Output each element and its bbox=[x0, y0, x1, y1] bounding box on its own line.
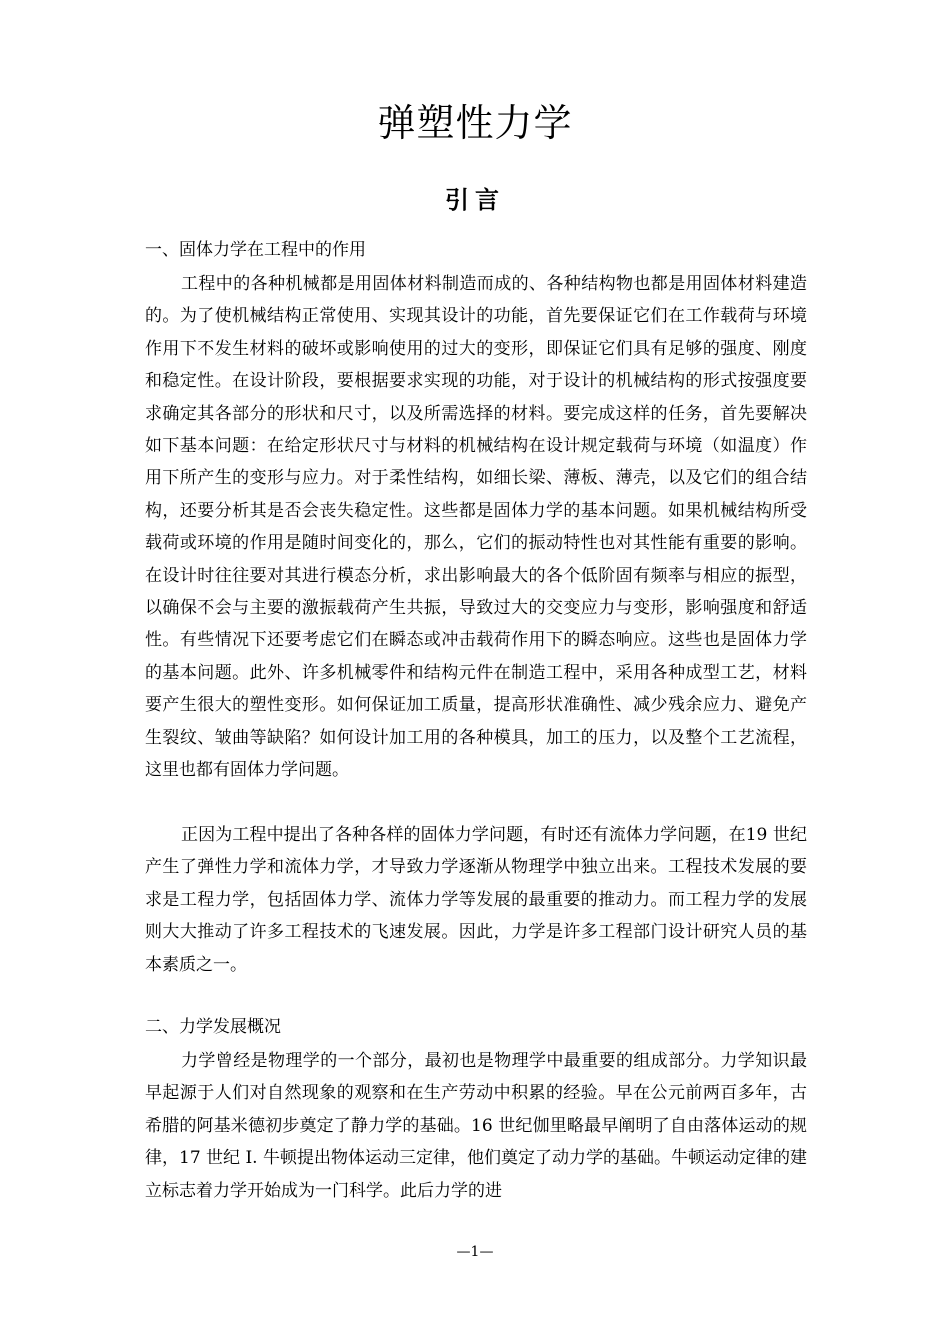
paragraph-engineering-mechanics: 正因为工程中提出了各种各样的固体力学问题，有时还有流体力学问题，在19 世纪产生了弹性力学和流体力学，才导致力学逐渐从物理学中独立出来。工程技术发展的要求是工程力学，包括固体力学、流体力学等发展的最重要的推动力。而工程力学的发展则大大推动了许多工程技术的飞速发展。因此，力学是许多工程部门设计研究人员的基本素质之一。 bbox=[145, 825, 807, 975]
heading-mechanics-history: 二、力学发展概况 bbox=[145, 1017, 281, 1037]
document-title: 弹塑性力学 bbox=[377, 101, 573, 145]
paragraph-mechanics-history: 力学曾经是物理学的一个部分，最初也是物理学中最重要的组成部分。力学知识最早起源于人们对自然现象的观察和在生产劳动中积累的经验。早在公元前两百多年，古希腊的阿基米德初步奠定了静力学的基础。16 世纪伽里略最早阐明了自由落体运动的规律，17 世纪 I. 牛顿提出物体运动三定律，他们奠定了动力学的基础。牛顿运动定律的建立标志着力学开始成为一门科学。此后力学的进 bbox=[145, 1051, 807, 1201]
section-title-introduction: 引言 bbox=[445, 185, 505, 214]
paragraph-solid-mechanics-role: 工程中的各种机械都是用固体材料制造而成的、各种结构物也都是用固体材料建造的。为了使机械结构正常使用、实现其设计的功能，首先要保证它们在工作载荷与环境作用下不发生材料的破坏或影响使用的过大的变形，即保证它们具有足够的强度、刚度和稳定性。在设计阶段，要根据要求实现的功能，对于设计的机械结构的形式按强度要求确定其各部分的形状和尺寸，以及所需选择的材料。要完成这样的任务，首先要解决如下基本问题：在给定形状尺寸与材料的机械结构在设计规定载荷与环境（如温度）作用下所产生的变形与应力。对于柔性结构，如细长梁、薄板、薄壳，以及它们的组合结构，还要分析其是否会丧失稳定性。这些都是固体力学的基本问题。如果机械结构所受载荷或环境的作用是随时间变化的，那么，它们的振动特性也对其性能有重要的影响。在设计时往往要对其进行模态分析，求出影响最大的各个低阶固有频率与相应的振型，以确保不会与主要的激振载荷产生共振，导致过大的交变应力与变形，影响强度和舒适性。有些情况下还要考虑它们在瞬态或冲击载荷作用下的瞬态响应。这些也是固体力学的基本问题。此外、许多机械零件和结构元件在制造工程中，采用各种成型工艺，材料要产生很大的塑性变形。如何保证加工质量，提高形状准确性、减少残余应力、避免产生裂纹、皱曲等缺陷？如何设计加工用的各种模具，加工的压力，以及整个工艺流程，这里也都有固体力学问题。 bbox=[145, 274, 807, 781]
heading-solid-mechanics-role: 一、固体力学在工程中的作用 bbox=[145, 240, 366, 260]
page-number: —1— bbox=[456, 1244, 494, 1260]
